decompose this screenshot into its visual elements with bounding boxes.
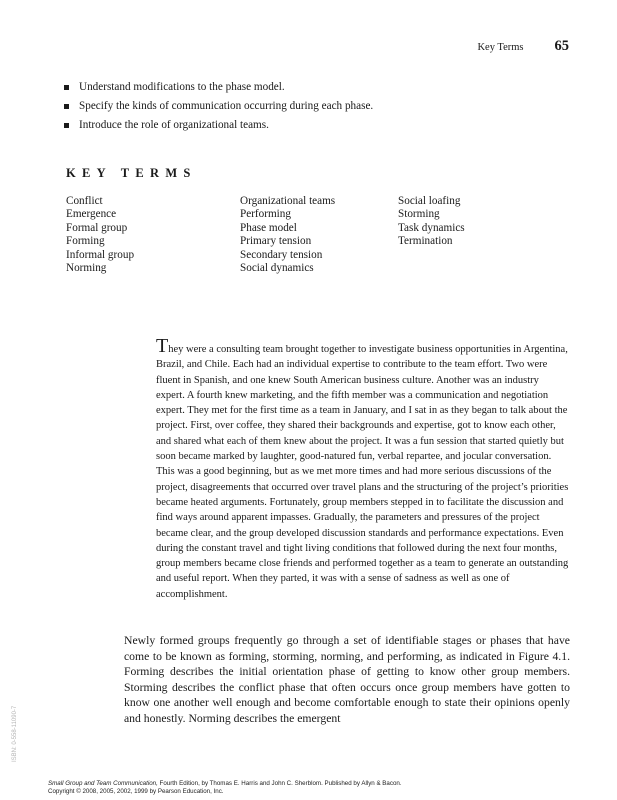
key-term: Norming [66,262,107,275]
key-term: Secondary tension [240,248,323,261]
key-term: Forming [66,235,105,248]
square-bullet-icon [64,104,69,109]
key-terms-column-1 [66,195,236,275]
list-item: Specify the kinds of communication occurring during each phase. [62,97,532,116]
drop-cap: T [156,335,169,357]
footer-copyright: Copyright © 2008, 2005, 2002, 1999 by Pearson Education, Inc. [48,787,224,795]
list-item: Understand modifications to the phase model. [62,78,532,97]
key-term: Termination [398,235,453,248]
body-paragraph: Newly formed groups frequently go through a set of identifiable stages or phases that have come to be known as forming, storming, norming, and performing, as indicated in Figure 4.1. Forming describes the initial orientation phase of getting to know other group members. Storming describes the conflict phase that often occurs once group members have gotten to know one another well enough and become comfortable enough to state their opinions openly and honestly. Norming describes the emergent [124,634,570,725]
key-term: Conflict [66,195,103,207]
key-term: Storming [398,208,440,221]
square-bullet-icon [64,123,69,128]
key-terms-heading: KEY TERMS [66,166,197,180]
opening-vignette [156,335,569,602]
section-title: Key Terms [477,42,524,53]
isbn-side-note: ISBN: 0-558-11090-7 [12,705,18,762]
key-term: Social loafing [398,195,461,207]
page-number: 65 [554,38,569,54]
key-term: Formal group [66,221,128,234]
page-footer [48,780,402,795]
footer-book-details: Fourth Edition, by Thomas E. Harris and John C. Sherblom. Published by Allyn & Bacon. [157,780,402,787]
footer-book-title: Small Group and Team Communication, [48,780,158,787]
square-bullet-icon [64,85,69,90]
list-item: Introduce the role of organizational teams. [62,116,532,135]
key-term: Task dynamics [398,221,465,234]
key-term: Performing [240,208,291,221]
key-term: Emergence [66,208,117,221]
running-header [477,38,569,54]
key-term: Informal group [66,248,135,261]
key-term: Organizational teams [240,195,336,207]
key-terms-column-2 [240,195,410,275]
key-terms-column-3 [398,195,568,249]
vignette-text: hey were a consulting team brought together to investigate business opportunities in Argentina, Brazil, and Chile. Each had an individual expertise to contribute to the team effort. Two were fluent in Spanish, and one knew South American business culture. Another was an industry expert. A fourth knew marketing, and the fifth member was a communication and negotiation expert. They met for the first time as a team in January, and I sat in as they began to talk about the project. First, over coffee, they shared their backgrounds and expertise, got to know each other, and shared what each of them knew about the project. It was a fun session that started quietly but soon became marked by laughter, good-natured fun, verbal repartee, and jocular conversation. This was a good beginning, but as we met more times and had more serious discussions of the project, disagreements that occurred over travel plans and the structuring of the project’s priorities became heated arguments. Fortunately, group members stepped in to facilitate the discussion and find ways around apparent impasses. Gradually, the parameters and pressures of the project became clear, and the group developed discussion standards and performance expectations. Even during the constant travel and tight living conditions that followed during the next four months, group members became close friends and performed together as a team to generate an outstanding and useful report. When they parted, it was with a sense of sadness as well as one of accomplishment. [156,344,569,600]
key-term: Phase model [240,221,297,234]
key-term: Primary tension [240,235,312,248]
key-term: Social dynamics [240,262,314,275]
objectives-list [62,78,532,135]
